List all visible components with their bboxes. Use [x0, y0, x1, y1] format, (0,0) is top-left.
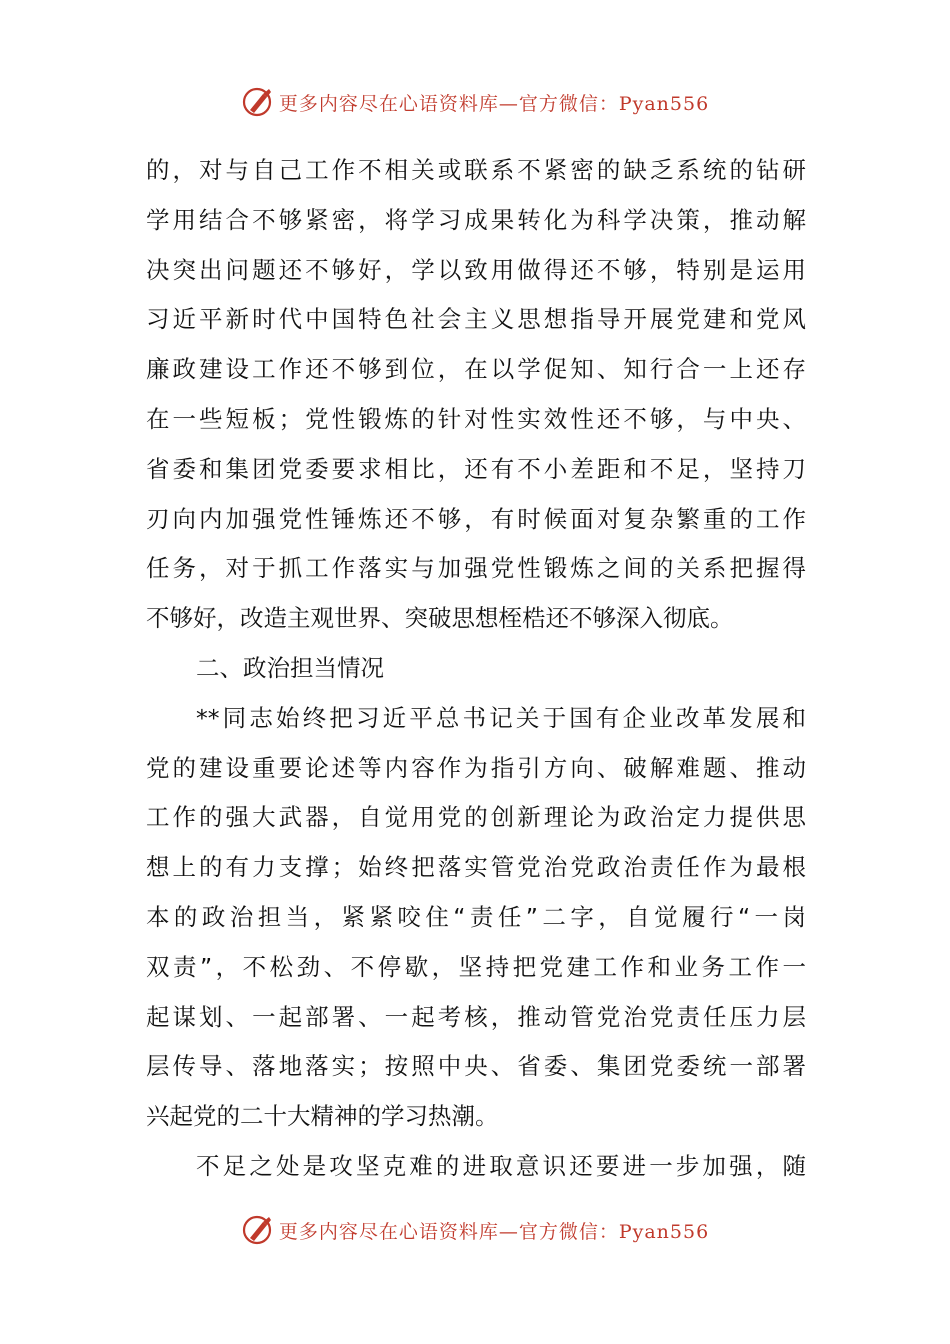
watermark-header: [0, 82, 950, 122]
text-line: 的，对与自己工作不相关或联系不紧密的缺乏系统的钻研: [146, 156, 806, 184]
text-line: 层传导、落地落实；按照中央、省委、集团党委统一部署: [146, 1052, 806, 1081]
text-line: 习近平新时代中国特色社会主义思想指导开展党建和党风: [146, 305, 806, 334]
text-line: 决突出问题还不够好，学以致用做得还不够，特别是运用: [146, 255, 806, 284]
text-line: 兴起党的二十大精神的学习热潮。: [146, 1102, 499, 1131]
watermark-text: 更多内容尽在心语资料库—官方微信：Pyan556: [278, 92, 710, 115]
text-line: 不足之处是攻坚克难的进取意识还要进一步加强，随: [196, 1151, 806, 1180]
text-line: 党的建设重要论述等内容作为指引方向、破解难题、推动: [146, 753, 806, 782]
text-line: 任务，对于抓工作落实与加强党性锻炼之间的关系把握得: [146, 554, 806, 583]
pen-nib-circle-icon: [241, 85, 275, 119]
text-line: 学用结合不够紧密，将学习成果转化为科学决策，推动解: [146, 205, 806, 234]
text-line: 不够好，改造主观世界、突破思想桎梏还不够深入彻底。: [146, 604, 734, 633]
text-line: 想上的有力支撑；始终把落实管党治党政治责任作为最根: [146, 853, 806, 882]
text-line: 刃向内加强党性锤炼还不够，有时候面对复杂繁重的工作: [146, 504, 806, 533]
text-line: 廉政建设工作还不够到位，在以学促知、知行合一上还存: [146, 355, 806, 384]
text-line: 双责”，不松劲、不停歇，坚持把党建工作和业务工作一: [146, 952, 806, 981]
text-line: **同志始终把习近平总书记关于国有企业改革发展和: [196, 703, 806, 732]
text-line: 本的政治担当，紧紧咬住“责任”二字，自觉履行“一岗: [146, 902, 806, 931]
watermark-footer: [0, 1210, 950, 1250]
section-heading: 二、政治担当情况: [196, 653, 384, 682]
body-text: [146, 146, 806, 1192]
text-line: 省委和集团党委要求相比，还有不小差距和不足，坚持刀: [146, 454, 806, 483]
pen-nib-circle-icon: [241, 1213, 275, 1247]
text-line: 在一些短板；党性锻炼的针对性实效性还不够，与中央、: [146, 404, 806, 433]
text-line: 起谋划、一起部署、一起考核，推动管党治党责任压力层: [146, 1002, 806, 1031]
text-line: 工作的强大武器，自觉用党的创新理论为政治定力提供思: [146, 803, 806, 832]
watermark-text: 更多内容尽在心语资料库—官方微信：Pyan556: [278, 1220, 710, 1243]
